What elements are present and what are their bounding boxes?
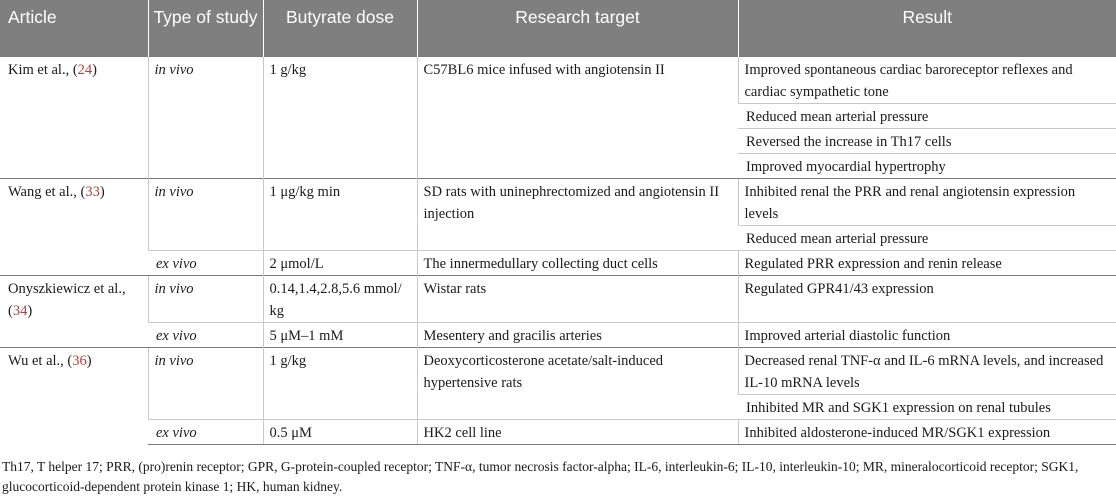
header-research-target: Research target: [417, 0, 738, 57]
target-cell: Wistar rats: [417, 276, 738, 323]
study-type-cell: ex vivo: [148, 420, 263, 445]
target-cell: Deoxycorticosterone acetate/salt-induced hypertensive rats: [417, 348, 738, 420]
table-row: [0, 57, 1116, 104]
table-footnote: Th17, T helper 17; PRR, (pro)renin receptor; GPR, G-protein-coupled receptor; TNF-α, tumor necrosis factor-alpha; IL-6, interleukin-6; IL-10, interleukin-10; MR, mineralocorticoid receptor; SGK1, glucocorticoid-dependent protein kinase 1; HK, human kidney.: [2, 459, 1079, 494]
study-type-cell: ex vivo: [148, 323, 263, 348]
reference-link[interactable]: 33: [85, 184, 100, 200]
article-cell: Onyszkiewicz et al., (34): [0, 276, 148, 348]
dose-cell: 1 μg/kg min: [263, 179, 417, 251]
result-cell: Inhibited renal the PRR and renal angiotensin expression levels: [738, 179, 1116, 226]
table-row: [0, 420, 1116, 445]
table-row: [0, 179, 1116, 226]
result-cell: Regulated GPR41/43 expression: [738, 276, 1116, 323]
result-cell: Reduced mean arterial pressure: [738, 104, 1116, 129]
target-cell: Mesentery and gracilis arteries: [417, 323, 738, 348]
reference-link[interactable]: 36: [72, 353, 87, 369]
header-type-of-study: Type of study: [148, 0, 263, 57]
article-cell: Wu et al., (36): [0, 348, 148, 445]
study-type-cell: ex vivo: [148, 251, 263, 276]
result-cell: Inhibited aldosterone-induced MR/SGK1 expression: [738, 420, 1116, 445]
target-cell: SD rats with uninephrectomized and angiotensin II injection: [417, 179, 738, 251]
dose-cell: 0.5 μM: [263, 420, 417, 445]
header-article: Article: [0, 0, 148, 57]
table-row: [0, 323, 1116, 348]
result-cell: Decreased renal TNF-α and IL-6 mRNA levels, and increased IL-10 mRNA levels: [738, 348, 1116, 395]
study-type-cell: in vivo: [148, 179, 263, 251]
target-cell: The innermedullary collecting duct cells: [417, 251, 738, 276]
result-cell: Regulated PRR expression and renin release: [738, 251, 1116, 276]
dose-cell: 1 g/kg: [263, 348, 417, 420]
study-type-cell: in vivo: [148, 57, 263, 179]
header-row: [0, 0, 1116, 57]
result-cell: Improved arterial diastolic function: [738, 323, 1116, 348]
header-butyrate-dose: Butyrate dose: [263, 0, 417, 57]
target-cell: C57BL6 mice infused with angiotensin II: [417, 57, 738, 179]
article-cell: Wang et al., (33): [0, 179, 148, 276]
dose-cell: 5 μM–1 mM: [263, 323, 417, 348]
result-cell: Improved myocardial hypertrophy: [738, 154, 1116, 179]
result-cell: Reversed the increase in Th17 cells: [738, 129, 1116, 154]
header-result: Result: [738, 0, 1116, 57]
table-row: [0, 251, 1116, 276]
study-type-cell: in vivo: [148, 348, 263, 420]
reference-link[interactable]: 34: [12, 303, 28, 319]
study-type-cell: in vivo: [148, 276, 263, 323]
dose-cell: 2 μmol/L: [263, 251, 417, 276]
result-cell: Inhibited MR and SGK1 expression on renal tubules: [738, 395, 1116, 420]
article-cell: Kim et al., (24): [0, 57, 148, 179]
dose-cell: 0.14,1.4,2.8,5.6 mmol/ kg: [263, 276, 417, 323]
table-row: [0, 276, 1116, 323]
result-cell: Improved spontaneous cardiac baroreceptor reflexes and cardiac sympathetic tone: [738, 57, 1116, 104]
target-cell: HK2 cell line: [417, 420, 738, 445]
table-row: [0, 348, 1116, 395]
reference-link[interactable]: 24: [77, 62, 93, 78]
dose-cell: 1 g/kg: [263, 57, 417, 179]
result-cell: Reduced mean arterial pressure: [738, 226, 1116, 251]
